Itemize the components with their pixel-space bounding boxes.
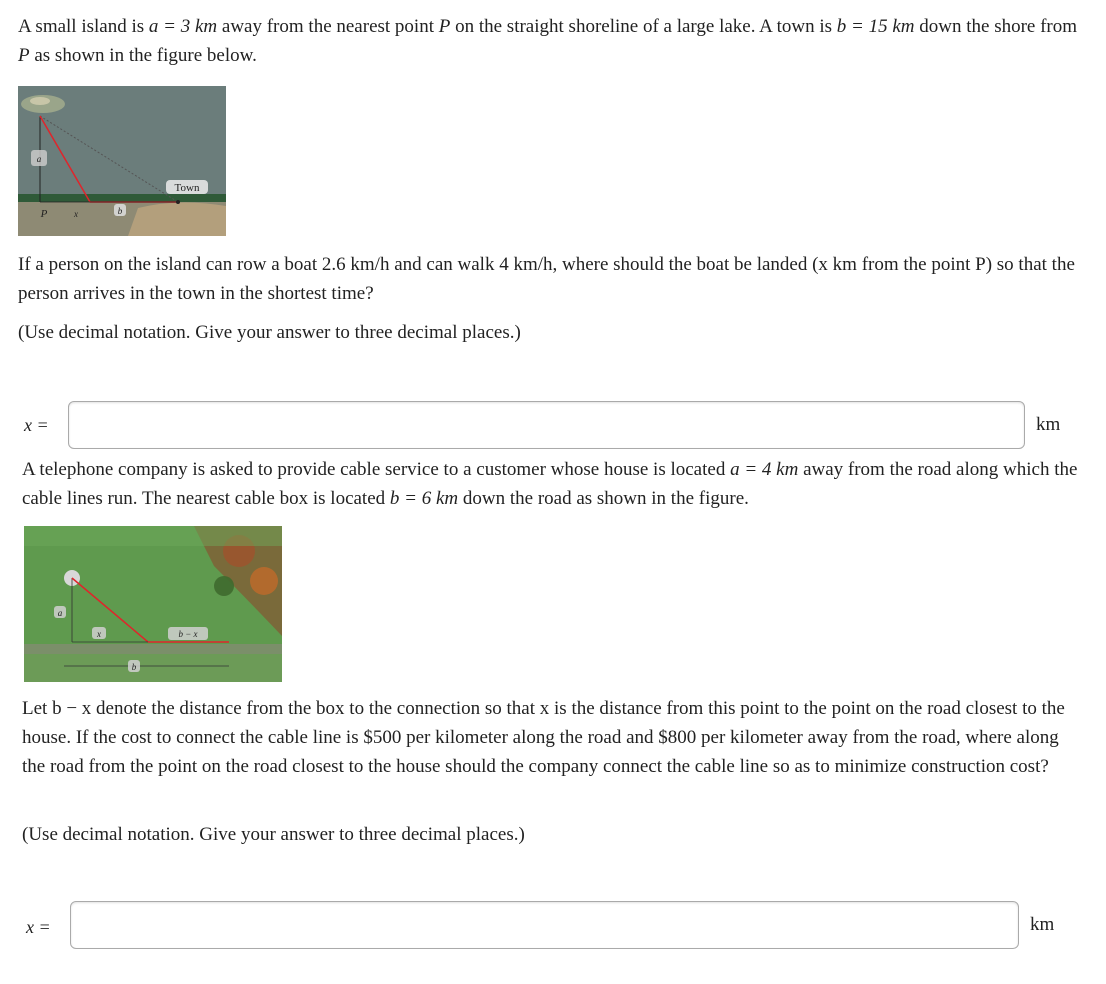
fig1-label-a: a [36,154,42,164]
fig2-label-b: b [131,662,137,672]
q2-answer-input[interactable] [70,901,1019,949]
q1-answer-label: x = [24,415,49,435]
q1-question: If a person on the island can row a boat 2.6 km/h and can walk 4 km/h, where should the boat be landed (x km from the point P) so that the person arrives in the town in the shortest time? [18,254,1075,304]
q1-problem-statement: A small island is a = 3 km away from the nearest point P on the straight shoreline of a large lake. A town is b = 15 km down the shore from P as shown in the figure below. [18,16,1078,66]
fig1-label-town: Town [174,182,200,194]
q2-instructions: (Use decimal notation. Give your answer to three decimal places.) [22,824,525,845]
cable-field-figure [24,526,282,682]
fig2-label-a: a [57,608,63,618]
q2-a-value: a = 4 km [730,459,799,480]
q1-instructions: (Use decimal notation. Give your answer to three decimal places.) [18,322,521,343]
q1-a-value: a = 3 km [148,16,218,37]
fig1-label-P: P [40,208,48,220]
fig2-label-b-minus-x: b − x [178,629,198,639]
q2-question: Let b − x denote the distance from the box to the connection so that x is the distance from this point to the point on the road closest to the house. If the cost to connect the cable line is $500 per kilometer along the road and $800 per kilometer away from the road, where along the road from the point on the road closest to the house should the company connect the cable line so as to minimize construction cost? [22,698,1065,777]
q2-answer-label: x = [26,917,51,937]
island-lake-figure [18,86,226,236]
fig2-label-x: x [97,629,101,639]
q2-unit: km [1030,914,1055,935]
q2-b-value: b = 6 km [389,488,459,509]
fig1-label-b: b [117,206,123,216]
q1-unit: km [1036,414,1061,435]
q1-b-value: b = 15 km [836,16,915,37]
q2-problem-statement: A telephone company is asked to provide cable service to a customer whose house is located a = 4 km away from the road along which the cable lines run. The nearest cable box is located b = 6 km down the road as shown in the figure. [22,459,1078,509]
q1-answer-input[interactable] [68,401,1025,449]
fig1-label-x: x [74,209,78,219]
